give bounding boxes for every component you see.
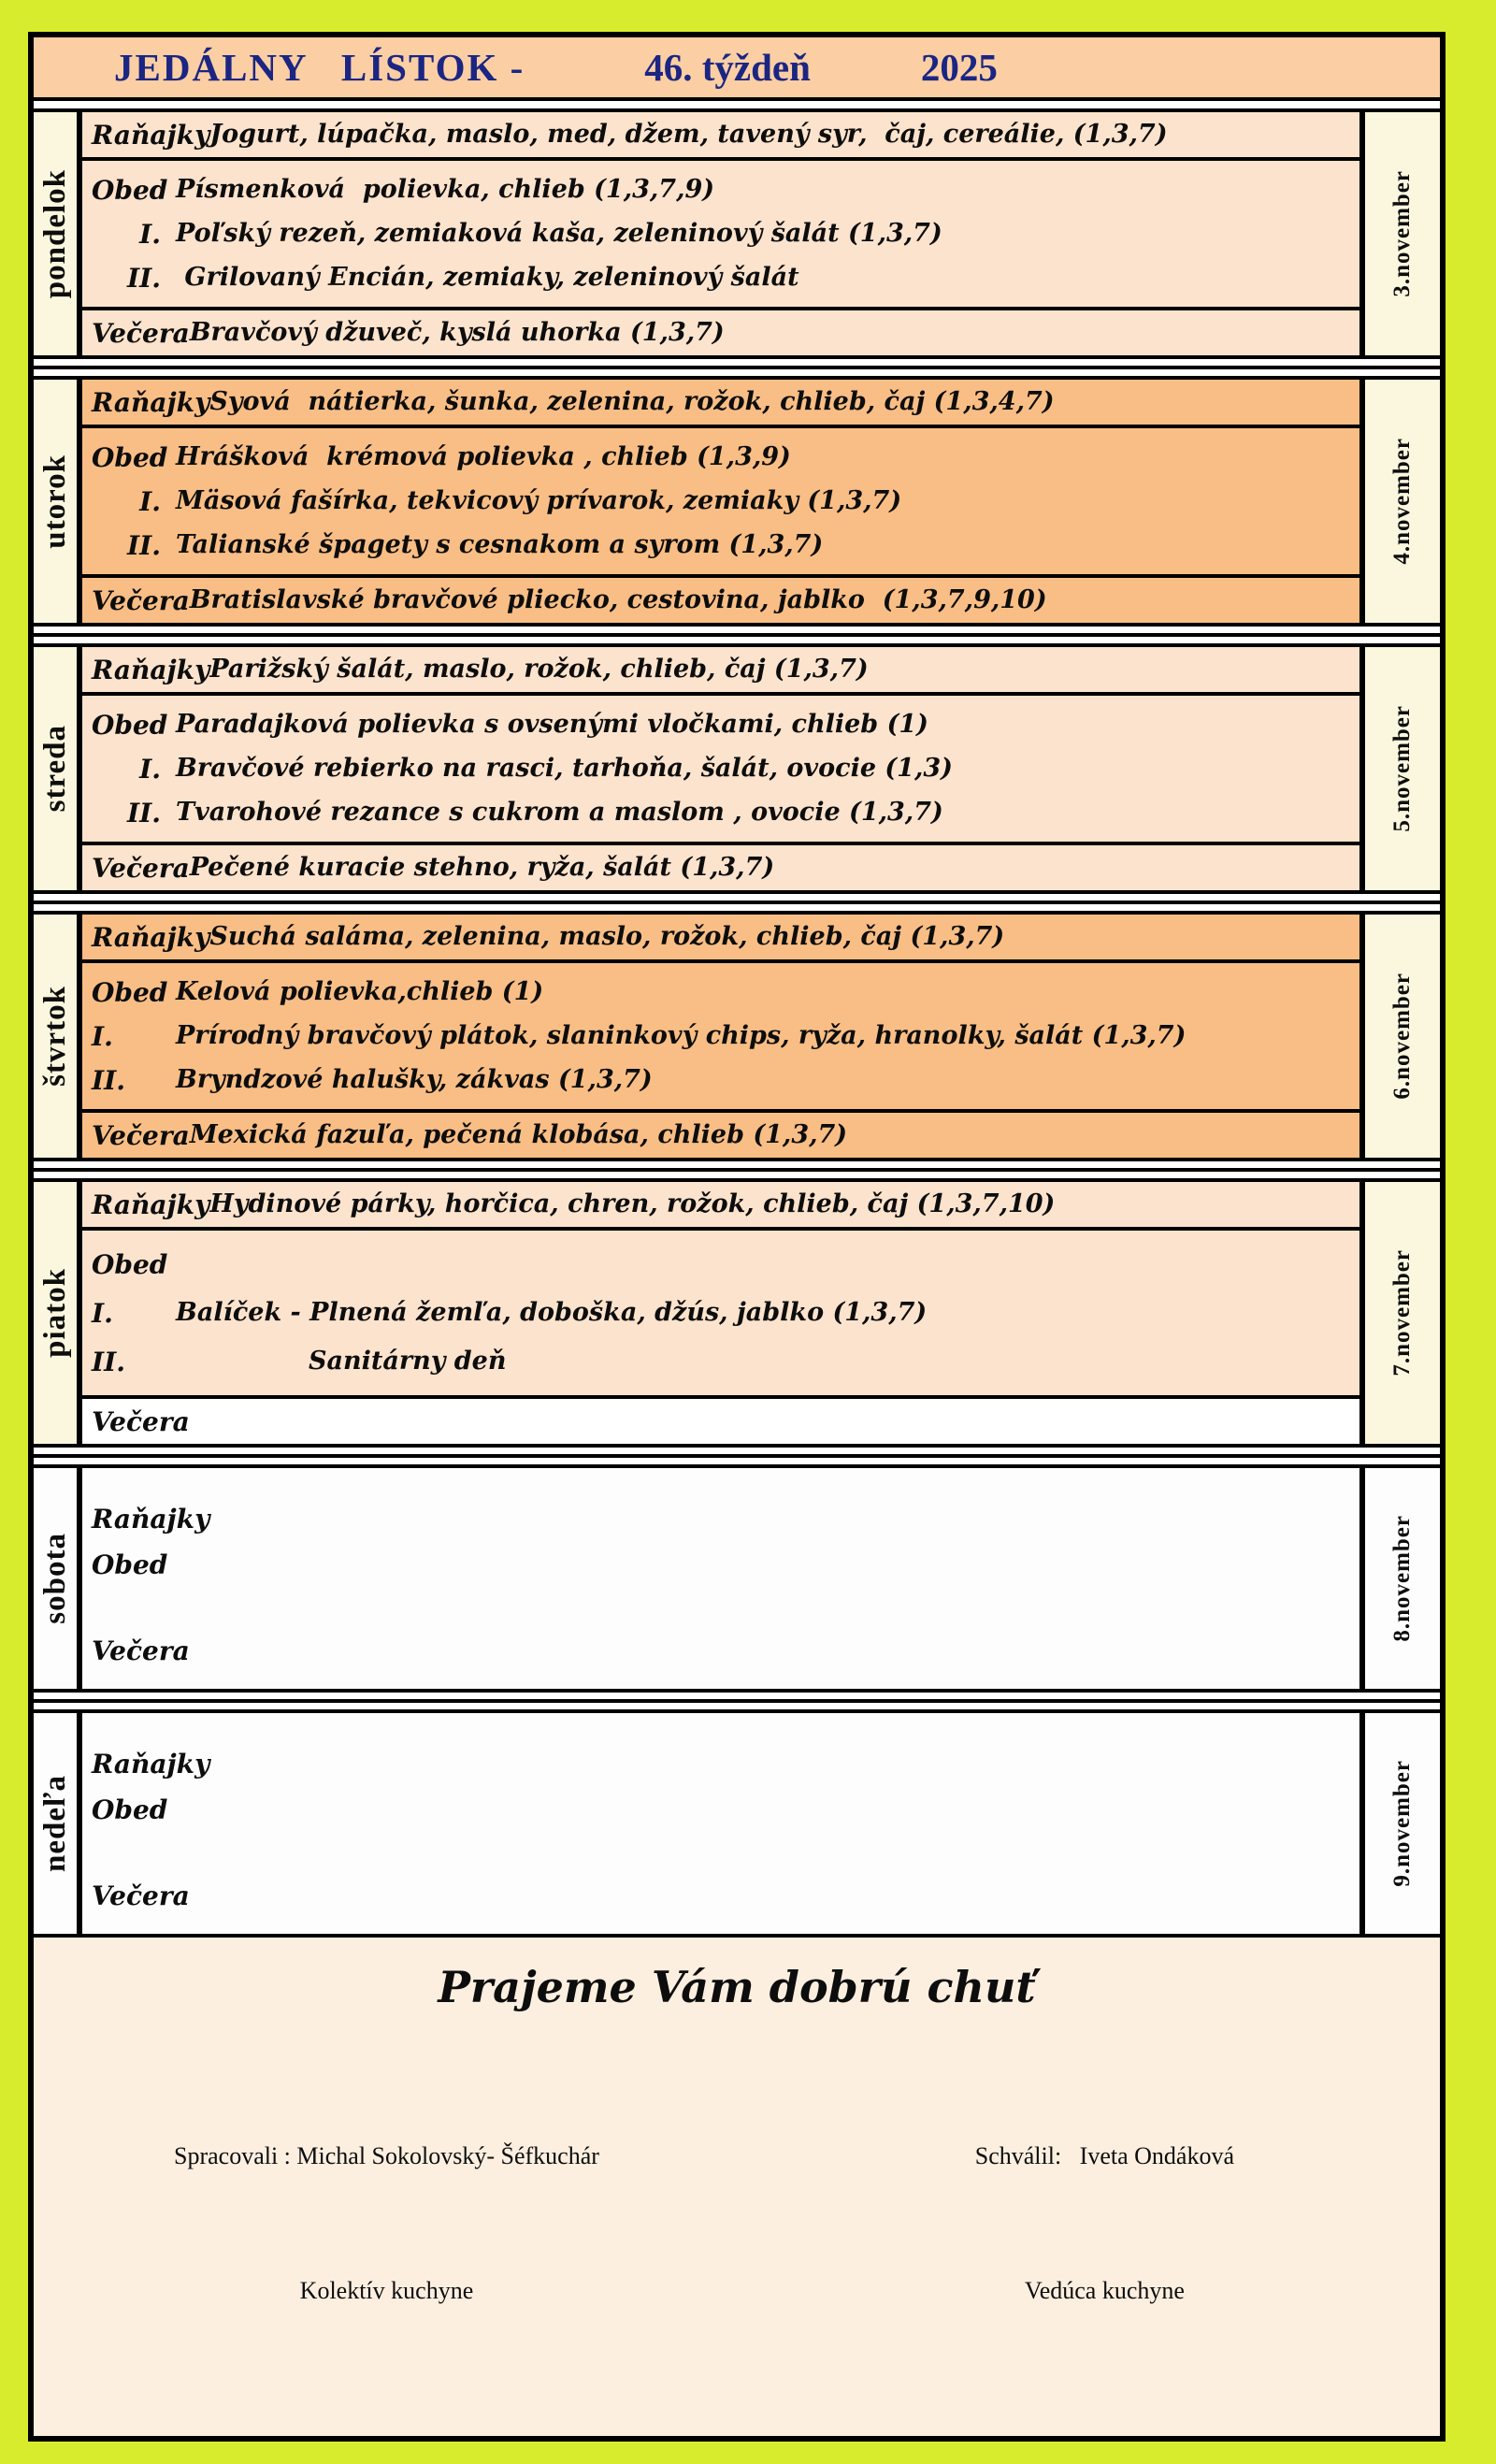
lunch-rows <box>82 1231 1359 1395</box>
menu-week: 46. týždeň <box>644 46 811 89</box>
day-menu <box>82 1182 1359 1444</box>
meal-label-lunch: Obed <box>92 709 168 741</box>
date-cell <box>1359 647 1440 890</box>
meal-label-dinner: Večera <box>92 1405 190 1437</box>
date-cell <box>1359 915 1440 1158</box>
day-name-cell <box>34 380 82 623</box>
meal-label-breakfast: Raňajky <box>92 654 210 685</box>
separator <box>34 101 1440 108</box>
breakfast-dish: Hydinové párky, horčica, chren, rožok, chlieb, čaj (1,3,7,10) <box>209 1189 1056 1219</box>
lunch-course2-row <box>82 1343 1359 1380</box>
lunch-course1-row <box>82 1017 1359 1055</box>
meal-label-course1: I. <box>92 1297 113 1329</box>
day-name-cell <box>34 1182 82 1444</box>
meal-label-course1: I. <box>139 753 161 785</box>
meal-label-course2: II. <box>92 1064 125 1096</box>
breakfast-dish: Jogurt, lúpačka, maslo, med, džem, tavený syr, čaj, cereálie, (1,3,7) <box>209 120 1168 150</box>
separator <box>34 894 1440 911</box>
date-label: 7.november <box>1389 1249 1415 1376</box>
lunch-course2-row <box>82 259 1359 296</box>
prepared-by <box>174 2044 599 2404</box>
meal-label-lunch: Obed <box>92 1794 168 1825</box>
date-label: 5.november <box>1389 705 1415 832</box>
meal-label-course2: II. <box>127 262 161 294</box>
date-cell <box>1359 1468 1440 1689</box>
day-block-streda <box>34 643 1440 894</box>
date-cell <box>1359 1713 1440 1934</box>
lunch-rows <box>82 696 1359 842</box>
lunch-course2-row <box>82 526 1359 564</box>
dinner-row <box>82 1109 1359 1158</box>
meal-label-dinner: Večera <box>92 1635 190 1666</box>
lunch-course2-dish: Bryndzové halušky, zákvas (1,3,7) <box>176 1065 653 1095</box>
lunch-soup-row <box>82 973 1359 1011</box>
day-name-label: nedeľa <box>37 1775 72 1872</box>
meal-label-lunch: Obed <box>92 1549 168 1580</box>
lunch-soup-row <box>82 1246 1359 1283</box>
separator <box>34 1448 1440 1464</box>
day-name-label: piatok <box>37 1268 72 1358</box>
menu-footer <box>34 1938 1440 2436</box>
lunch-soup-dish: Kelová polievka,chlieb (1) <box>176 977 544 1007</box>
lunch-course1-dish: Prírodný bravčový plátok, slaninkový chips, ryža, hranolky, šalát (1,3,7) <box>176 1021 1187 1051</box>
lunch-soup-row <box>82 706 1359 743</box>
dinner-dish: Bravčový džuveč, kyslá uhorka (1,3,7) <box>189 318 725 348</box>
approved-by-sub: Vedúca kuchyne <box>1024 2277 1185 2305</box>
breakfast-row <box>82 380 1359 428</box>
dinner-row <box>82 1395 1359 1444</box>
dinner-dish: Mexická fazuľa, pečená klobása, chlieb (1,3,7) <box>189 1120 848 1150</box>
prepared-by-name: Spracovali : Michal Sokolovský- Šéfkuchár <box>174 2142 599 2170</box>
prepared-by-sub: Kolektív kuchyne <box>299 2277 474 2305</box>
day-name-cell <box>34 647 82 890</box>
lunch-soup-dish: Písmenková polievka, chlieb (1,3,7,9) <box>176 175 715 205</box>
day-name-label: pondelok <box>37 168 72 299</box>
lunch-course2-row <box>82 794 1359 831</box>
meal-label-dinner: Večera <box>92 317 190 349</box>
menu-header <box>34 37 1440 101</box>
meal-label-lunch: Obed <box>92 174 168 206</box>
date-cell <box>1359 1182 1440 1444</box>
menu-title: JEDÁLNY LÍSTOK - <box>114 46 525 89</box>
dinner-dish: Pečené kuracie stehno, ryža, šalát (1,3,7) <box>189 853 775 883</box>
lunch-soup-row <box>82 439 1359 476</box>
day-name-cell <box>34 1468 82 1689</box>
footer-credits <box>34 2044 1440 2404</box>
lunch-soup-row <box>82 171 1359 209</box>
lunch-course1-row <box>82 1294 1359 1332</box>
lunch-course1-row <box>82 750 1359 787</box>
meal-label-course2: II. <box>127 797 161 829</box>
day-block-stvrtok <box>34 911 1440 1161</box>
dinner-row <box>82 307 1359 355</box>
breakfast-dish: Suchá saláma, zelenina, maslo, rožok, chlieb, čaj (1,3,7) <box>209 922 1005 952</box>
date-label: 9.november <box>1389 1760 1415 1887</box>
lunch-course2-dish: Sanitárny deň <box>309 1347 507 1376</box>
date-label: 4.november <box>1389 438 1415 565</box>
day-block-pondelok <box>34 108 1440 359</box>
meal-label-course1: I. <box>139 485 161 517</box>
lunch-soup-dish: Paradajková polievka s ovsenými vločkami, chlieb (1) <box>176 710 928 740</box>
day-block-piatok <box>34 1178 1440 1448</box>
day-name-label: sobota <box>37 1533 72 1624</box>
lunch-rows <box>82 963 1359 1109</box>
lunch-course2-dish: Grilovaný Encián, zemiaky, zeleninový šalát <box>176 263 799 293</box>
date-label: 6.november <box>1389 973 1415 1100</box>
day-name-label: streda <box>37 725 72 813</box>
day-menu <box>82 1713 1359 1934</box>
meal-label-breakfast: Raňajky <box>92 386 210 418</box>
day-menu <box>82 647 1359 890</box>
meal-label-course2: II. <box>92 1346 125 1377</box>
meal-label-breakfast: Raňajky <box>92 119 210 151</box>
separator <box>34 627 1440 643</box>
meal-label-breakfast: Raňajky <box>92 921 210 953</box>
breakfast-dish: Parižský šalát, maslo, rožok, chlieb, čaj (1,3,7) <box>209 655 869 684</box>
lunch-course2-dish: Talianské špagety s cesnakom a syrom (1,3,7) <box>176 530 824 560</box>
menu-year: 2025 <box>920 46 998 89</box>
meal-label-breakfast: Raňajky <box>92 1189 210 1220</box>
meal-label-dinner: Večera <box>92 852 190 884</box>
dinner-dish: Bratislavské bravčové pliecko, cestovina, jablko (1,3,7,9,10) <box>189 585 1047 615</box>
approved-by-name: Schválil: Iveta Ondáková <box>974 2142 1234 2170</box>
lunch-rows <box>82 428 1359 574</box>
lunch-course1-dish: Poľský rezeň, zemiaková kaša, zeleninový šalát (1,3,7) <box>176 219 942 249</box>
lunch-course1-row <box>82 215 1359 252</box>
day-name-cell <box>34 112 82 355</box>
day-menu <box>82 380 1359 623</box>
breakfast-dish: Syová nátierka, šunka, zelenina, rožok, chlieb, čaj (1,3,4,7) <box>209 387 1055 417</box>
approved-by <box>975 2044 1234 2404</box>
breakfast-row <box>82 112 1359 161</box>
date-label: 3.november <box>1389 170 1415 297</box>
meal-label-lunch: Obed <box>92 441 168 473</box>
date-label: 8.november <box>1389 1515 1415 1642</box>
day-menu <box>82 915 1359 1158</box>
day-block-nedela <box>34 1709 1440 1938</box>
meal-label-breakfast: Raňajky <box>92 1504 210 1535</box>
lunch-soup-dish: Hrášková krémová polievka , chlieb (1,3,9) <box>176 442 791 472</box>
separator <box>34 1161 1440 1178</box>
meal-label-dinner: Večera <box>92 1880 190 1911</box>
day-name-cell <box>34 915 82 1158</box>
meal-label-course1: I. <box>92 1020 113 1052</box>
menu-frame <box>28 32 1446 2442</box>
day-name-label: štvrtok <box>37 986 72 1087</box>
meal-label-dinner: Večera <box>92 1119 190 1151</box>
date-cell <box>1359 112 1440 355</box>
day-name-label: utorok <box>37 454 72 549</box>
lunch-course1-dish: Bravčové rebierko na rasci, tarhoňa, šalát, ovocie (1,3) <box>176 754 953 784</box>
dinner-row <box>82 574 1359 623</box>
lunch-course1-dish: Mäsová fašírka, tekvicový prívarok, zemiaky (1,3,7) <box>176 486 902 516</box>
day-block-utorok <box>34 376 1440 627</box>
dinner-row <box>82 842 1359 890</box>
lunch-course2-row <box>82 1061 1359 1099</box>
day-name-cell <box>34 1713 82 1934</box>
lunch-course2-dish: Tvarohové rezance s cukrom a maslom , ovocie (1,3,7) <box>176 798 943 828</box>
meal-label-lunch: Obed <box>92 1248 168 1280</box>
lunch-course1-row <box>82 483 1359 520</box>
date-cell <box>1359 380 1440 623</box>
separator <box>34 359 1440 376</box>
breakfast-row <box>82 647 1359 696</box>
breakfast-row <box>82 1182 1359 1231</box>
day-menu <box>82 112 1359 355</box>
lunch-rows <box>82 161 1359 307</box>
breakfast-row <box>82 915 1359 963</box>
day-block-sobota <box>34 1464 1440 1693</box>
meal-label-course1: I. <box>139 218 161 250</box>
separator <box>34 1693 1440 1709</box>
meal-label-breakfast: Raňajky <box>92 1749 210 1780</box>
day-menu <box>82 1468 1359 1689</box>
lunch-course1-dish: Balíček - Plnená žemľa, doboška, džús, jablko (1,3,7) <box>176 1298 928 1328</box>
meal-label-course2: II. <box>127 529 161 561</box>
footer-motto: Prajeme Vám dobrú chuť <box>438 1962 1036 2012</box>
meal-label-dinner: Večera <box>92 584 190 616</box>
meal-label-lunch: Obed <box>92 976 168 1008</box>
